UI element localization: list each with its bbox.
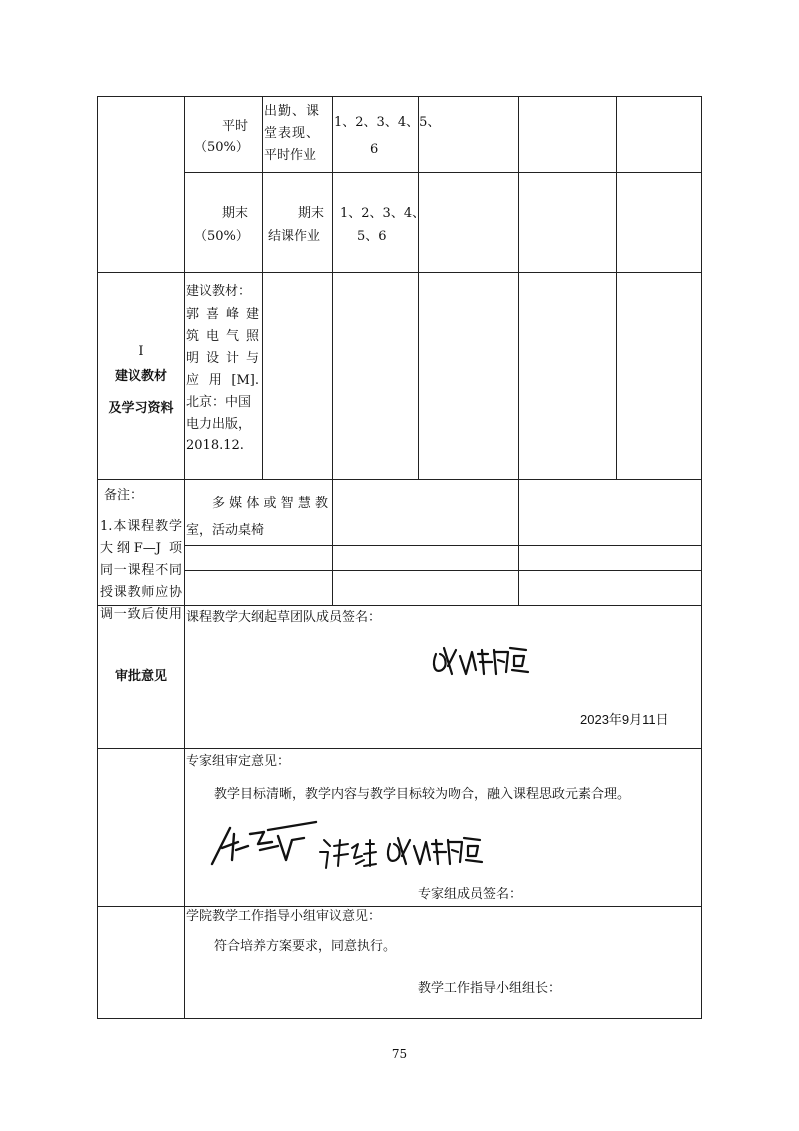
expert-title: 专家组审定意见：: [186, 754, 291, 769]
final-weight-percent: （50%）: [194, 229, 249, 244]
remarks-label: 备注：: [104, 488, 144, 503]
draft-team-signature: [430, 640, 530, 680]
textbook-line: 北京：中国: [186, 395, 252, 410]
expert-signature: [384, 830, 484, 870]
venue-line: 室，活动桌椅: [186, 523, 265, 538]
final-objectives-line: 1、2、3、4、: [340, 206, 426, 221]
table-row-line: [97, 605, 702, 606]
section-i-title: 及学习资料: [108, 401, 174, 416]
textbook-line: 2018.12.: [186, 438, 244, 453]
textbook-line: 电力出版，: [186, 417, 252, 432]
usual-weight-label: 平时: [222, 119, 249, 134]
table-row-line: [97, 479, 702, 480]
expert-signature: [208, 820, 318, 870]
college-title: 学院教学工作指导小组审议意见：: [186, 909, 382, 924]
expert-opinion: 教学目标清晰，教学内容与教学目标较为吻合，融入课程思政元素合理。: [214, 787, 631, 802]
remarks-note-line: 1.本课程教学: [100, 519, 182, 534]
remarks-note-line: 同一课程不同: [100, 563, 182, 578]
table-border-right: [701, 96, 702, 1019]
remarks-note: [98, 516, 184, 622]
usual-method-line: 出勤、课: [264, 104, 321, 119]
textbook-heading: 建议教材：: [186, 284, 252, 299]
approval-label: 审批意见: [114, 669, 167, 684]
textbook-line: 筑电气照: [186, 329, 259, 344]
remarks-note-line: 授课教师应协: [100, 585, 182, 600]
college-leader-label: 教学工作指导小组组长：: [418, 981, 562, 996]
textbook-line: 明设计与: [186, 351, 259, 366]
table-col-line: [262, 96, 263, 479]
usual-weight-percent: （50%）: [194, 140, 249, 155]
expert-sign-label: 专家组成员签名：: [418, 887, 523, 902]
final-method-type: 结课作业: [268, 229, 321, 244]
table-row-line: [97, 748, 702, 749]
college-opinion: 符合培养方案要求，同意执行。: [214, 939, 397, 954]
table-border-bottom: [97, 1018, 702, 1019]
final-weight-label: 期末: [222, 206, 249, 221]
usual-method-line: 堂表现、: [264, 126, 321, 141]
table-row-line: [184, 570, 702, 571]
venue-line: 多媒体或智慧教: [212, 496, 328, 511]
table-row-line: [184, 545, 702, 546]
final-objectives-line: 5、6: [357, 229, 387, 244]
draft-team-title: 课程教学大纲起草团队成员签名：: [186, 610, 382, 625]
draft-date: 2023年9月11日: [580, 712, 669, 727]
table-border-top: [97, 96, 702, 97]
section-i-numeral: I: [138, 344, 144, 359]
expert-signature: [318, 836, 378, 872]
usual-objectives-line: 6: [370, 142, 379, 157]
table-col-line: [418, 96, 419, 479]
remarks-note-line: 调一致后使用: [100, 607, 182, 622]
page-number: 75: [391, 1047, 408, 1061]
textbook-line: 应用[M].: [186, 373, 259, 388]
remarks-note-line: 大纲F—J 项: [100, 541, 182, 556]
textbook-line: 郭喜峰建: [186, 307, 259, 322]
section-i-title: 建议教材: [114, 369, 167, 384]
usual-objectives-line: 1、2、3、4、5、: [334, 115, 441, 130]
usual-method-line: 平时作业: [264, 148, 317, 163]
table-row-line: [97, 272, 702, 273]
table-col-line: [184, 96, 185, 1019]
table-col-line: [616, 96, 617, 479]
final-method-label: 期末: [298, 206, 325, 221]
table-row-line: [184, 172, 702, 173]
